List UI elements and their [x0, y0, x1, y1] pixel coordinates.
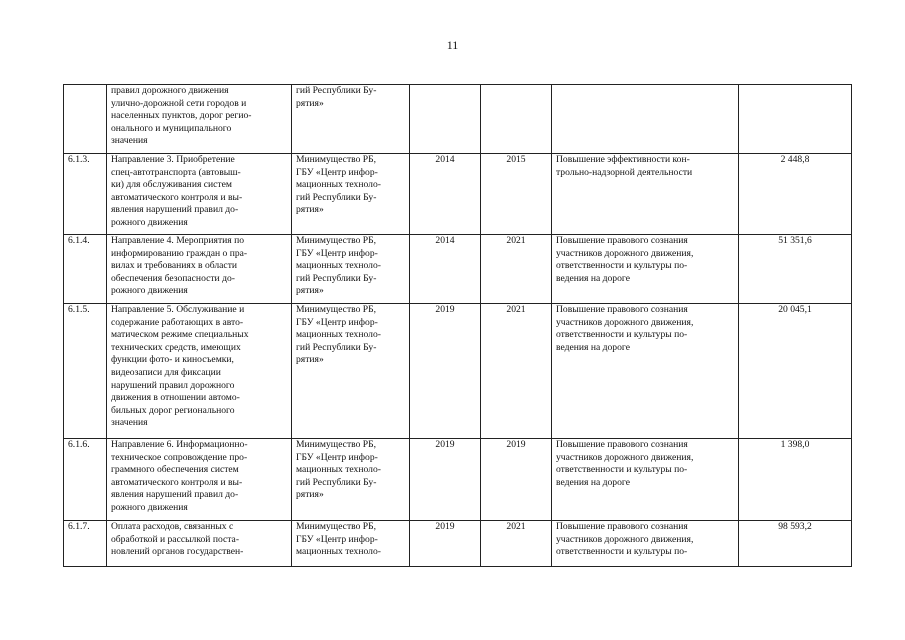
result-cell	[552, 521, 739, 567]
item-number-cell	[64, 85, 107, 154]
description-cell-line: явления нарушений правил до-	[111, 489, 239, 501]
result-cell-line: Повышение правового сознания	[556, 439, 688, 450]
description-cell-line: видеозаписи для фиксации	[111, 366, 221, 378]
description-cell-line: граммного обеспечения систем	[111, 464, 239, 476]
start-year-cell: 2019	[410, 521, 481, 567]
start-year-cell: 2014	[410, 235, 481, 304]
executor-cell-line: Минимущество РБ,	[296, 304, 377, 315]
executor-cell-line: гий Республики Бу-	[296, 341, 377, 353]
executor-cell-line: Минимущество РБ,	[296, 235, 377, 246]
end-year-cell: 2021	[481, 304, 552, 439]
description-cell-line: рожного движения	[111, 216, 188, 228]
item-number-cell: 6.1.5.	[64, 304, 107, 439]
table-row	[64, 154, 852, 235]
amount-cell: 20 045,1	[739, 304, 852, 439]
result-cell-line: участников дорожного движения,	[556, 247, 694, 259]
start-year-cell: 2014	[410, 154, 481, 235]
result-cell-line: трольно-надзорной деятельности	[556, 166, 693, 178]
executor-cell-line: Минимущество РБ,	[296, 439, 377, 450]
executor-cell-line: мационных техноло-	[296, 329, 381, 341]
item-number-cell: 6.1.4.	[64, 235, 107, 304]
description-cell-line: вилах и требованиях в области	[111, 260, 238, 272]
description-cell-line: правил дорожного движения	[111, 85, 229, 96]
description-cell-line: спец-автотранспорта (автовыш-	[111, 166, 241, 178]
description-cell-line: Направление 6. Информационно-	[111, 439, 248, 450]
description-cell-line: рожного движения	[111, 501, 188, 513]
description-cell-line: функции фото- и киносъемки,	[111, 354, 234, 366]
result-cell	[552, 304, 739, 439]
result-cell-line: ведения на дороге	[556, 272, 630, 284]
description-cell-line: нарушений правил дорожного	[111, 379, 235, 391]
result-cell-line: ведения на дороге	[556, 341, 630, 353]
description-cell-line: значения	[111, 135, 148, 147]
description-cell-line: автоматического контроля и вы-	[111, 191, 243, 203]
executor-cell-line: Минимущество РБ,	[296, 521, 377, 532]
description-cell-line: населенных пунктов, дорог регио-	[111, 110, 252, 122]
result-cell-line: Повышение правового сознания	[556, 521, 688, 532]
executor-cell	[292, 85, 410, 154]
description-cell	[107, 304, 292, 439]
item-number-cell: 6.1.3.	[64, 154, 107, 235]
description-cell-line: явления нарушений правил до-	[111, 204, 239, 216]
result-cell-line: участников дорожного движения,	[556, 316, 694, 328]
description-cell-line: технических средств, имеющих	[111, 341, 241, 353]
result-cell-line: ответственности и культуры по-	[556, 260, 688, 272]
result-cell-line: ответственности и культуры по-	[556, 329, 688, 341]
amount-cell: 98 593,2	[739, 521, 852, 567]
executor-cell-line: ГБУ «Центр инфор-	[296, 451, 378, 463]
page-number: 11	[446, 38, 459, 52]
table-row	[64, 85, 852, 154]
description-cell	[107, 439, 292, 521]
description-cell-line: ки) для обслуживания систем	[111, 179, 232, 191]
executor-cell-line: гий Республики Бу-	[296, 476, 377, 488]
table-row	[64, 439, 852, 521]
item-number-cell: 6.1.7.	[64, 521, 107, 567]
table-row	[64, 304, 852, 439]
description-cell-line: бильных дорог регионального	[111, 404, 235, 416]
executor-cell-line: гий Республики Бу-	[296, 191, 377, 203]
executor-cell	[292, 154, 410, 235]
executor-cell-line: мационных техноло-	[296, 260, 381, 272]
result-cell	[552, 235, 739, 304]
description-cell-line: содержание работающих в авто-	[111, 316, 244, 328]
description-cell-line: новлений органов государствен-	[111, 546, 244, 558]
description-cell-line: онального и муниципального	[111, 122, 232, 134]
result-cell	[552, 439, 739, 521]
result-cell-line: ведения на дороге	[556, 476, 630, 488]
result-cell-line: участников дорожного движения,	[556, 451, 694, 463]
executor-cell-line: мационных техноло-	[296, 464, 381, 476]
amount-cell: 1 398,0	[739, 439, 852, 521]
executor-cell-line: мационных техноло-	[296, 546, 381, 558]
description-cell-line: рожного движения	[111, 285, 188, 297]
executor-cell-line: рятия»	[296, 97, 324, 109]
start-year-cell: 2019	[410, 439, 481, 521]
result-cell-line: ответственности и культуры по-	[556, 546, 688, 558]
description-cell	[107, 235, 292, 304]
executor-cell-line: ГБУ «Центр инфор-	[296, 533, 378, 545]
description-cell-line: обеспечения безопасности до-	[111, 272, 235, 284]
executor-cell	[292, 439, 410, 521]
amount-cell: 51 351,6	[739, 235, 852, 304]
executor-cell	[292, 521, 410, 567]
description-cell-line: автоматического контроля и вы-	[111, 476, 243, 488]
table-row	[64, 235, 852, 304]
end-year-cell: 2021	[481, 521, 552, 567]
executor-cell-line: ГБУ «Центр инфор-	[296, 316, 378, 328]
executor-cell-line: рятия»	[296, 204, 324, 216]
table-row	[64, 521, 852, 567]
description-cell-line: значения	[111, 417, 148, 429]
executor-cell	[292, 235, 410, 304]
table-body	[64, 85, 852, 567]
result-cell-line: Повышение правового сознания	[556, 304, 688, 315]
executor-cell-line: ГБУ «Центр инфор-	[296, 247, 378, 259]
description-cell	[107, 85, 292, 154]
result-cell-line: участников дорожного движения,	[556, 533, 694, 545]
measures-table	[63, 84, 852, 567]
description-cell	[107, 521, 292, 567]
end-year-cell: 2019	[481, 439, 552, 521]
end-year-cell: 2015	[481, 154, 552, 235]
description-cell-line: Направление 3. Приобретение	[111, 154, 235, 165]
description-cell-line: Направление 5. Обслуживание и	[111, 304, 245, 315]
start-year-cell: 2019	[410, 304, 481, 439]
description-cell	[107, 154, 292, 235]
description-cell-line: Оплата расходов, связанных с	[111, 521, 234, 532]
result-cell-line: ответственности и культуры по-	[556, 464, 688, 476]
result-cell-line: Повышение правового сознания	[556, 235, 688, 246]
description-cell-line: Направление 4. Мероприятия по	[111, 235, 245, 246]
amount-cell	[739, 85, 852, 154]
result-cell	[552, 154, 739, 235]
executor-cell-line: ГБУ «Центр инфор-	[296, 166, 378, 178]
amount-cell: 2 448,8	[739, 154, 852, 235]
result-cell-line: Повышение эффективности кон-	[556, 154, 690, 165]
executor-cell-line: рятия»	[296, 489, 324, 501]
end-year-cell: 2021	[481, 235, 552, 304]
start-year-cell	[410, 85, 481, 154]
description-cell-line: обработкой и рассылкой поста-	[111, 533, 240, 545]
executor-cell	[292, 304, 410, 439]
description-cell-line: информированию граждан о пра-	[111, 247, 248, 259]
executor-cell-line: рятия»	[296, 354, 324, 366]
description-cell-line: улично-дорожной сети городов и	[111, 97, 247, 109]
executor-cell-line: мационных техноло-	[296, 179, 381, 191]
item-number-cell: 6.1.6.	[64, 439, 107, 521]
result-cell	[552, 85, 739, 154]
end-year-cell	[481, 85, 552, 154]
description-cell-line: движения в отношении автомо-	[111, 392, 240, 404]
executor-cell-line: Минимущество РБ,	[296, 154, 377, 165]
description-cell-line: матическом режиме специальных	[111, 329, 249, 341]
description-cell-line: техническое сопровождение про-	[111, 451, 248, 463]
executor-cell-line: гий Республики Бу-	[296, 272, 377, 284]
executor-cell-line: гий Республики Бу-	[296, 85, 377, 96]
executor-cell-line: рятия»	[296, 285, 324, 297]
